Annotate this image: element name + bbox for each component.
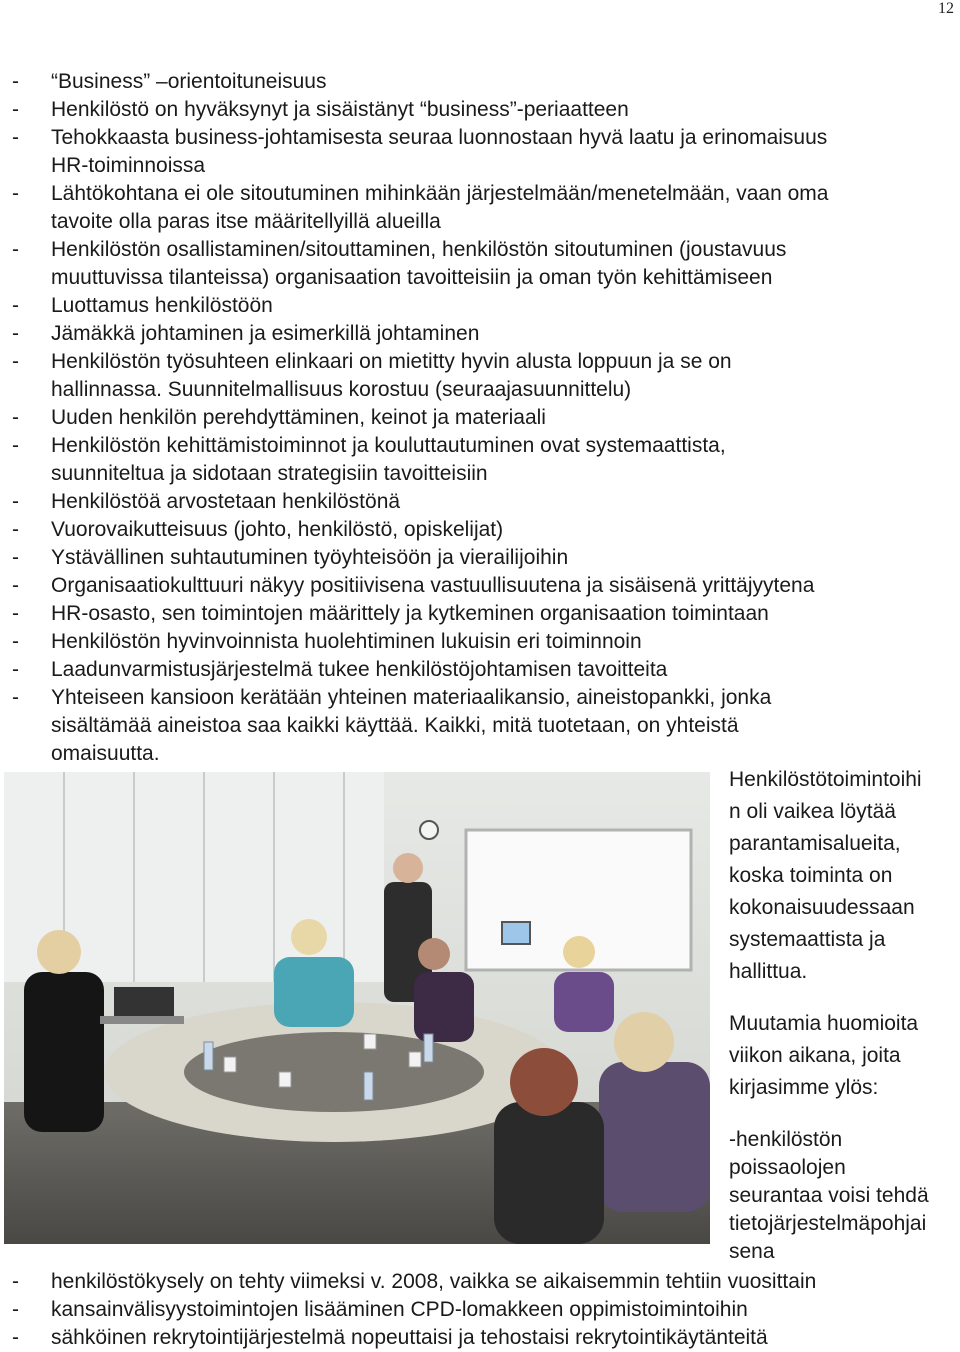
list-item: - Uuden henkilön perehdyttäminen, keinot ja materiaali [12, 406, 546, 429]
list-item: - Tehokkaasta business-johtamisesta seuraa luonnostaan hyvä laatu ja erinomaisuus HR-toiminnoissa [12, 126, 828, 177]
list-item: - Henkilöstön kehittämistoiminnot ja kouluttautuminen ovat systemaattista, suunniteltua ja sidotaan strategisiin tavoitteisiin [12, 434, 726, 485]
list-item: - Organisaatiokulttuuri näkyy positiivisena vastuullisuutena ja sisäisenä yrittäjyytena [12, 574, 815, 597]
list-item: - Henkilöstö on hyväksynyt ja sisäistänyt “business”-periaatteen [12, 98, 629, 121]
side-paragraph-1: Henkilöstötoimintoihi n oli vaikea löytää parantamisalueita, koska toiminta on kokonaisuudessaan systemaattista ja hallittua. [729, 768, 922, 983]
bottom-bullet-list [12, 1268, 952, 1352]
list-item: - kansainvälisyystoimintojen lisääminen CPD-lomakkeen oppimistoimintoihin [12, 1298, 748, 1321]
list-item: - Henkilöstön hyvinvoinnista huolehtiminen lukuisin eri toiminnoin [12, 630, 642, 653]
list-item: - Vuorovaikutteisuus (johto, henkilöstö, opiskelijat) [12, 518, 504, 541]
list-item: - Yhteiseen kansioon kerätään yhteinen materiaalikansio, aineistopankki, jonka sisältämää aineistoa saa kaikki käyttää. Kaikki, mitä tuotetaan, on yhteistä omaisuutta. [12, 686, 772, 765]
list-item: - Henkilöstön työsuhteen elinkaari on mietitty hyvin alusta loppuun ja se on hallinnassa. Suunnitelmallisuus korostuu (seuraajasuunnittelu) [12, 350, 732, 401]
list-item: - henkilöstökysely on tehty viimeksi v. 2008, vaikka se aikaisemmin tehtiin vuosittain [12, 1270, 817, 1293]
list-item: - Henkilöstöä arvostetaan henkilöstönä [12, 490, 401, 513]
page-number: 12 [938, 0, 954, 17]
side-paragraph-3: -henkilöstön poissaolojen seurantaa voisi tehdä tietojärjestelmäpohjai sena [729, 1128, 929, 1263]
list-item: - Lähtökohtana ei ole sitoutuminen mihinkään järjestelmään/menetelmään, vaan oma tavoite olla paras itse määritellyillä alueilla [12, 182, 829, 233]
list-item: - Luottamus henkilöstöön [12, 294, 273, 317]
top-bullet-list [12, 68, 952, 768]
side-paragraph-2: Muutamia huomioita viikon aikana, joita kirjasimme ylös: [729, 1012, 919, 1099]
list-item: - sähköinen rekrytointijärjestelmä nopeuttaisi ja tehostaisi rekrytointikäytänteitä [12, 1326, 768, 1349]
list-item: - “Business” –orientoituneisuus [12, 70, 327, 93]
list-item: - Ystävällinen suhtautuminen työyhteisöön ja vierailijoihin [12, 546, 569, 569]
meeting-room-photo [4, 772, 710, 1244]
list-item: - Jämäkkä johtaminen ja esimerkillä johtaminen [12, 322, 480, 345]
list-item: - Henkilöstön osallistaminen/sitouttaminen, henkilöstön sitoutuminen (joustavuus muuttuvissa tilanteissa) organisaation tavoitteisiin ja oman työn kehittämiseen [12, 238, 787, 289]
list-item: - HR-osasto, sen toimintojen määrittely ja kytkeminen organisaation toimintaan [12, 602, 769, 625]
list-item: - Laadunvarmistusjärjestelmä tukee henkilöstöjohtamisen tavoitteita [12, 658, 668, 681]
